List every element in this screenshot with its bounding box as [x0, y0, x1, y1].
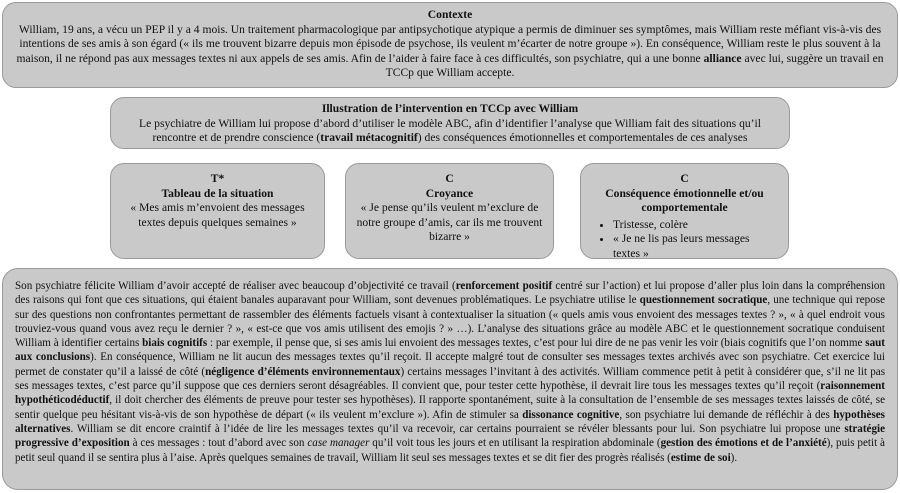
narrative-segment: : par exemple, il pense que, si ses amis lui envoient des messages textes, c’est pour lui dire de ne pas venir les voir (biais cognitifs que l’on nomme: [207, 337, 866, 350]
context-text-end: avec lui, suggère un travail en TCCp que William accepte.: [385, 51, 884, 79]
narrative-segment: ) certains messages l’invitant à des activités. William commence petit à petit à considérer que, s’il ne lit pas ses messages textes, c’est parce qu’il suppose que ces derniers seront désagréables. Il convient que, pour tester cette hypothèse, il devrait lire tous les messages textes qu’il reçoit (: [15, 365, 886, 393]
narrative-bold-term: hypothèses alternatives: [15, 408, 885, 435]
narrative-segment: ). En conséquence, William ne lit aucun des messages textes qu’il reçoit. Il accepte malgré tout de consulter ses messages textes archivés avec son psychiatre. Cet exercice lui permet de constater qu’il a laissé de côté (: [15, 351, 885, 378]
narrative-segment: , son psychiatre lui demande de réfléchir à des: [619, 408, 834, 421]
narrative-segment: , il doit chercher des éléments de preuve pour tester ses hypothèses). Il rapporte spontanément, suite à la consultation de l’ensemble de ses messages textes laissés de côté, se sentir quelque peu hésitant vis-à-vis de son hypothèse de départ (« ils veulent m’exclure »). Afin de stimuler sa: [15, 394, 885, 421]
narrative-segment: . William se dit encore craintif à l’idée de lire les messages textes qu’il va recevoir, car certains pourraient se révéler blessants pour lui. Son psychiatre lui propose une: [70, 422, 845, 435]
narrative-segment: qu’il voit tous les jours et en utilisant la respiration abdominale (: [369, 437, 661, 450]
illustration-text: Le psychiatre de William lui propose d’abord d’utiliser le modèle ABC, afin d’identifier l’analyse que William fait des situations qu’il rencontre et de prendre conscience (: [139, 116, 761, 144]
narrative-bold-term: questionnement socratique: [639, 294, 768, 307]
belief-title: Croyance: [425, 186, 474, 200]
narrative-bold-term: saut aux conclusions: [15, 337, 885, 364]
narrative-bold-term: biais cognitifs: [142, 337, 208, 350]
narrative-bold-term: renforcement positif: [455, 280, 553, 292]
illustration-bold: travail métacognitif: [320, 131, 418, 144]
narrative-segment: ).: [730, 451, 738, 464]
consequence-item: • « Je ne lis pas leurs messages textes »: [613, 232, 778, 261]
intervention-narrative-box: [2, 268, 898, 490]
narrative-italic-term: case manager: [307, 437, 370, 450]
narrative-bold-term: gestion des émotions et de l’anxiété: [660, 437, 827, 450]
narrative-bold-term: négligence d’éléments environnementaux: [205, 365, 401, 378]
consequence-letter: C: [680, 172, 689, 185]
narrative-segment: à ces messages : tout d’abord avec son: [129, 437, 308, 450]
narrative-segment: Son psychiatre félicite William d’avoir accepté de réaliser avec beaucoup d’objectivité ce travail (: [15, 280, 456, 292]
situation-letter: T*: [210, 172, 225, 185]
situation-title: Tableau de la situation: [161, 186, 274, 200]
narrative-segment: centré sur l’action) et lui propose d’aller plus loin dans la compréhension des raisons qui font que ces situations, qui étaient banales auparavant pour William, sont devenues problématiques. Le psychiatre utilise le: [15, 280, 885, 307]
illustration-text-end: ) des conséquences émotionnelles et comportementales de ces analyses: [417, 131, 748, 144]
narrative-segment: ), puis petit à petit seul quand il se sentira plus à l’aise. Après quelques semaines de travail, William lit seul ses messages textes et se dit fier des progrès réalisés (: [15, 437, 885, 464]
intervention-narrative-text: [15, 279, 885, 465]
belief-text: « Je pense qu’ils veulent m’exclure de notre groupe d’amis, car ils me trouvent bizarre »: [356, 201, 543, 243]
narrative-bold-term: dissonance cognitive: [522, 408, 620, 421]
context-bold-alliance: alliance: [703, 51, 742, 65]
situation-box: [110, 163, 325, 259]
context-title: Contexte: [427, 8, 473, 21]
belief-box: [345, 163, 554, 259]
context-text: William, 19 ans, a vécu un PEP il y a 4 mois. Un traitement pharmacologique par antipsychotique atypique a permis de diminuer ses symptômes, mais William reste méfiant vis-à-vis des intentions de ses amis à son égard (« ils me trouvent bizarre depuis mon épisode de psychose, ils veulent m’écarter de notre groupe »). En conséquence, William reste le plus souvent à la maison, il ne répond pas aux messages textes ni aux appels de ses amis. Afin de l’aider à faire face à ces difficultés, son psychiatre, qui a une bonne: [16, 22, 882, 65]
narrative-segment: , une technique qui repose sur des questions non confrontantes permettant de rassembler des éléments factuels visant à contextualiser la situation (« quels amis vous envoient des messages textes ? », « à quel endroit vous trouviez-vous quand vous avez reçu le dernier ? », « est-ce que vos amis utilisent des emojis ? » …). L’analyse des situations grâce au modèle ABC et le questionnement socratique conduisent William à identifier certains: [15, 294, 885, 350]
illustration-box: [110, 97, 790, 149]
context-box: [2, 2, 898, 88]
consequence-title: Conséquence émotionnelle et/ou comportementale: [605, 186, 764, 214]
situation-text: « Mes amis m’envoient des messages textes depuis quelques semaines »: [130, 201, 305, 229]
narrative-bold-term: stratégie progressive d’exposition: [15, 422, 885, 450]
consequence-box: [580, 163, 789, 259]
consequence-item: • Tristesse, colère: [613, 218, 778, 233]
narrative-bold-term: raisonnement hypothéticodéductif: [15, 380, 885, 407]
narrative-bold-term: estime de soi: [670, 451, 731, 464]
illustration-title: Illustration de l’intervention en TCCp avec William: [321, 102, 579, 115]
consequence-list: [591, 218, 778, 262]
belief-letter: C: [445, 172, 454, 185]
